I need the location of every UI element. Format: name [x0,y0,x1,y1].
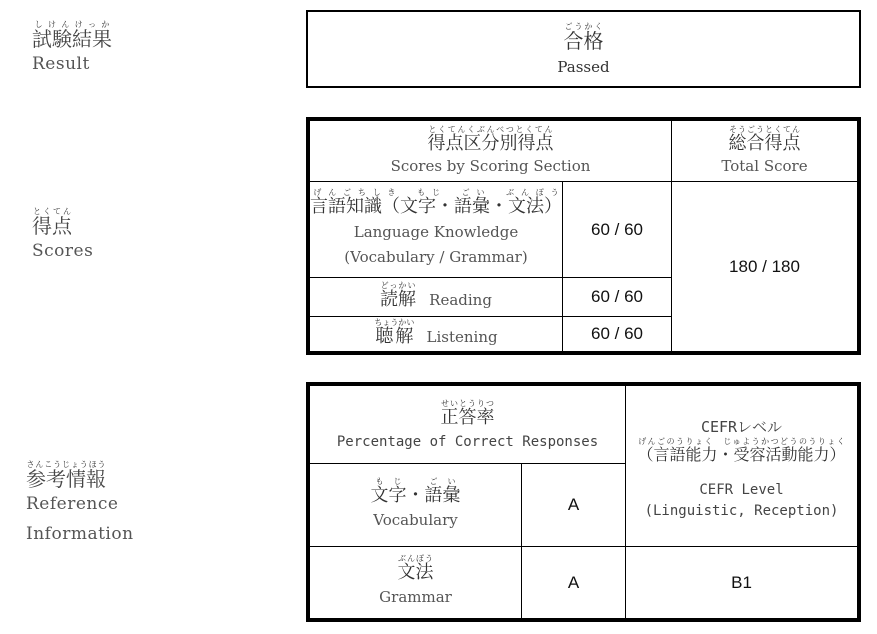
scores-table [306,117,861,355]
scores-side-en: Scores [32,241,94,261]
language-knowledge-label-en: Language Knowledge [353,222,519,241]
correct-responses-header: 正答率せいとうりつ Percentage of Correct Responses [310,386,626,464]
result-side-ja: 試験結果しけんけっか [32,20,112,51]
result-box [306,10,861,88]
reference-side-en-2: Information [26,524,134,544]
reference-side-ja: 参考情報さんこうじょうほう [26,460,106,491]
scores-side-ja: 得点とくてん [32,207,72,238]
reference-side-label [26,460,134,549]
language-knowledge-label: 言語知識（文字・語彙・文法）げんごちしき もじ ごい ぶんぽう Language Knowledge (Vocabulary / Grammar) [310,182,563,278]
reading-label: 読解どっかい Reading [310,278,563,317]
reference-side-en-1: Reference [26,494,119,514]
result-side-en: Result [32,54,90,74]
vocabulary-label: 文字・語彙もじ ごい Vocabulary [310,464,522,547]
cefr-header-ja: CEFRレベル [700,418,783,436]
total-score-header: 総合得点そうごうとくてん Total Score [672,121,858,182]
cefr-header: CEFRレベル （言語能力・受容活動能力）げんごのうりょく じゅようかつどうのうりょく CEFR Level (Linguistic, Reception) [626,386,858,547]
listening-label: 聴解ちょうかい Listening [310,317,563,352]
result-status-ja: 合格ごうかく [563,22,604,53]
cefr-header-en-2: (Linguistic, Reception) [644,502,839,519]
result-side-label [32,20,112,79]
grammar-label-en: Grammar [379,588,452,607]
reference-table [306,382,861,622]
total-score-value: 180 / 180 [672,182,858,352]
correct-responses-header-en: Percentage of Correct Responses [336,434,599,451]
scores-side-label [32,207,93,266]
total-score-header-en: Total Score [721,157,808,176]
section-scores-header-en: Scores by Scoring Section [390,157,591,176]
cefr-level-value: B1 [626,547,858,619]
cefr-header-en: CEFR Level [699,481,784,498]
reading-score: 60 / 60 [563,278,672,317]
vocabulary-grade: A [522,464,626,547]
listening-score: 60 / 60 [563,317,672,352]
section-scores-header: 得点区分別得点とくてんくぶんべつとくてん Scores by Scoring Section [310,121,672,182]
result-status-en: Passed [557,58,610,76]
language-knowledge-label-en-2: (Vocabulary / Grammar) [344,248,528,267]
grammar-grade: A [522,547,626,619]
grammar-label: 文法ぶんぽう Grammar [310,547,522,619]
language-knowledge-score: 60 / 60 [563,182,672,278]
vocabulary-label-en: Vocabulary [373,510,458,529]
